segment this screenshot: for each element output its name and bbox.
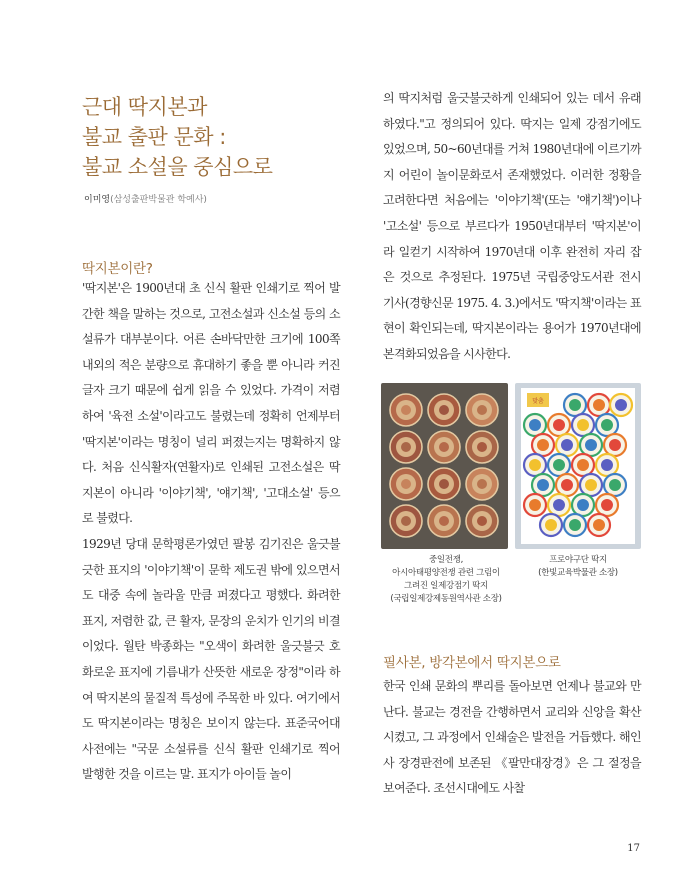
ddakji-disc [401,479,411,489]
ddakji-disc [609,479,621,491]
left-paragraph-1: '딱지본'은 1900년대 초 신식 활판 인쇄기로 찍어 발간한 책을 말하는 것으로, 고전소설과 신소설 등의 소설류가 대부분이다. 어른 손바닥만한 크기에 100쪽 내외의 적은 분량으로 휴대하기 좋을 뿐 아니라 커진 글자 크기 때문에 쉽게 읽을 수 있었다. 가격이 저렴하여 '육전 소설'이라고도 불렸는데 정확히 언제부터 '딱지본'이라는 명칭이 널리 퍼졌는지는 명확하지 않다. 처음 신식활자(연활자)로 인쇄된 고전소설은 딱지본이 아니라 '이야기책', '얘기책', '고대소설' 등으로 불렸다. [82,281,340,526]
title-line: 불교 소설을 중심으로 [82,155,273,179]
ddakji-disc [439,405,449,415]
figure-left-caption [381,554,511,606]
sheet-label: 맞춤 [532,398,544,405]
figure-wartime-ddakji [381,383,508,549]
page-number: 17 [627,843,640,854]
ddakji-disc [401,442,411,452]
ddakji-disc [585,439,597,451]
baseball-ddakji-image [515,383,641,549]
ddakji-disc [401,405,411,415]
ddakji-disc [601,499,613,511]
ddakji-disc [537,439,549,451]
title-line: 불교 출판 문화 : [82,125,226,149]
ddakji-disc [577,499,589,511]
figure-baseball-ddakji [515,383,641,549]
right-paragraph-1: 의 딱지처럼 울긋불긋하게 인쇄되어 있는 데서 유래하였다."고 정의되어 있다. 딱지는 일제 강점기에도 있었으며, 50~60년대를 거쳐 1980년대에 이르기까지 어린이 놀이문화로서 존재했었다. 이러한 정황을 고려한다면 처음에는 '이야기책'(또는 '얘기책')이나 '고소설' 등으로 부르다가 1950년대부터 '딱지본'이라 일컫기 시작하여 1970년대 이후 완전히 자리 잡은 것으로 추정된다. 1975년 국립중앙도서관 전시 기사(경향신문 1975. 4. 3.)에서도 '딱지책'이라는 표현이 확인되는데, 딱지본이라는 용어가 1970년대에 본격화되었음을 시사한다. [383,91,641,361]
ddakji-disc [553,419,565,431]
ddakji-disc [569,519,581,531]
ddakji-disc [529,499,541,511]
ddakji-disc [615,399,627,411]
ddakji-disc [553,459,565,471]
caption-line: (한빛교육박물관 소장) [538,568,618,578]
ddakji-disc [561,439,573,451]
left-paragraph-2: 1929년 당대 문학평론가였던 팔봉 김기진은 울긋불긋한 표지의 '이야기책'이 문학 제도권 밖에 있으면서도 대중 속에 놀라울 만큼 퍼졌다고 평했다. 화려한 표지, 저렴한 값, 큰 활자, 문장의 운치가 인기의 비결이었다. 월탄 박종화는 "오색이 화려한 울긋불긋 호화로운 표지에 기름내가 산뜻한 새로운 장정"이라 하여 딱지본의 물질적 특성에 주목한 바 있다. 여기에서도 딱지본이라는 명칭은 보이지 않는다. 표준국어대사전에는 "국문 소설류를 신식 활판 인쇄기로 찍어 발행한 것을 이르는 말. 표지가 아이들 놀이 [82,537,340,782]
caption-line: 중일전쟁, [428,555,464,565]
ddakji-disc [577,459,589,471]
ddakji-disc [401,516,411,526]
ddakji-disc [529,459,541,471]
caption-line: 프로야구단 딱지 [549,555,607,565]
ddakji-disc [477,442,487,452]
ddakji-disc [577,419,589,431]
section-heading-ddakjibon: 딱지본이란? [82,261,153,277]
ddakji-disc [545,519,557,531]
author-affiliation: (삼성출판박물관 학예사) [110,195,207,205]
article-title [82,92,332,182]
ddakji-disc [553,499,565,511]
ddakji-disc [477,516,487,526]
caption-line: (국립일제강제동원역사관 소장) [390,594,502,604]
ddakji-disc [439,516,449,526]
ddakji-disc [529,419,541,431]
ddakji-disc [439,479,449,489]
ddakji-disc [609,439,621,451]
author-byline [84,192,207,205]
ddakji-disc [593,519,605,531]
right-paragraph-2: 한국 인쇄 문화의 뿌리를 돌아보면 언제나 불교와 만난다. 불교는 경전을 간행하면서 교리와 신앙을 확산시켰고, 그 과정에서 인쇄술은 발전을 거듭했다. 해인사 장경판전에 보존된 《팔만대장경》은 그 절정을 보여준다. 조선시대에도 사찰 [383,679,641,796]
caption-line: 그려진 일제강점기 딱지 [404,581,488,591]
ddakji-disc [537,479,549,491]
title-line: 근대 딱지본과 [82,95,207,119]
ddakji-disc [477,479,487,489]
author-name: 이미영 [84,195,111,205]
section-heading-manuscript: 필사본, 방각본에서 딱지본으로 [383,655,561,671]
wartime-ddakji-image [381,383,508,549]
ddakji-disc [439,442,449,452]
ddakji-disc [569,399,581,411]
figure-right-caption [515,554,641,580]
ddakji-disc [561,479,573,491]
ddakji-disc [601,459,613,471]
ddakji-disc [585,479,597,491]
caption-line: 아시아태평양전쟁 관련 그림이 [392,568,500,578]
ddakji-disc [601,419,613,431]
ddakji-disc [477,405,487,415]
ddakji-disc [593,399,605,411]
